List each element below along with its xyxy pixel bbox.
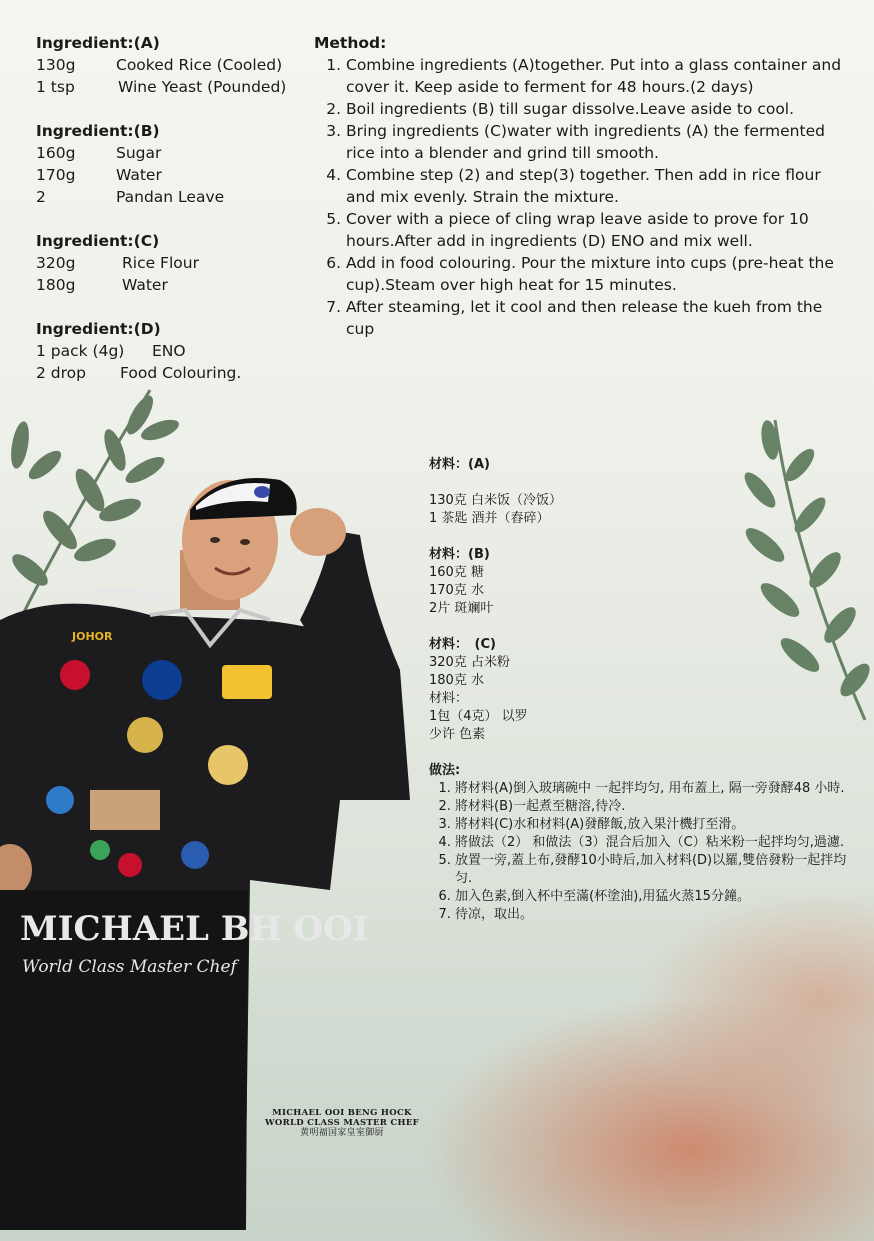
ingredient-qty: 160g — [36, 144, 76, 162]
ingredient-name: Food Colouring. — [120, 364, 242, 382]
cn-method-step: 7. 待凉，取出。 — [455, 906, 849, 924]
method-step: 6. Add in food colouring. Pour the mixture into cups (pre-heat the cup).Steam over high heat for 15 minutes. — [346, 252, 844, 296]
ingredient-block-a — [36, 32, 306, 98]
ingredient-qty: 1 tsp — [36, 78, 75, 96]
cn-ingredient-b-title: 材料：(B) — [429, 547, 490, 562]
ingredient-qty: 180g — [36, 276, 76, 294]
ingredient-qty: 2 — [36, 188, 46, 206]
cn-ingredient-line: 160克 糖 — [429, 565, 484, 580]
signature-title: WORLD CLASS MASTER CHEF — [265, 1118, 419, 1128]
ingredient-row — [36, 252, 306, 274]
ingredient-name: Rice Flour — [122, 254, 199, 272]
ingredient-row — [36, 76, 306, 98]
cn-ingredient-line: 180克 水 — [429, 673, 484, 688]
ingredient-row — [36, 340, 306, 362]
method-step: 5. Cover with a piece of cling wrap leave aside to prove for 10 hours.After add in ingredients (D) ENO and mix well. — [346, 208, 844, 252]
apron-name-text: MICHAEL BH OOI — [20, 909, 369, 949]
cn-ingredient-line: 170克 水 — [429, 583, 484, 598]
ingredient-qty: 1 pack (4g) — [36, 342, 125, 360]
ingredient-name: Water — [116, 166, 162, 184]
ingredients-english — [36, 32, 306, 406]
cn-ingredient-a-title: 材料：(A) — [429, 457, 490, 472]
cn-ingredient-c-title: 材料： (C) — [429, 637, 496, 652]
method-step: 4. Combine step (2) and step(3) together. Then add in rice flour and mix evenly. Strain the mixture. — [346, 164, 844, 208]
method-english — [314, 32, 844, 340]
ingredient-row — [36, 54, 306, 76]
ingredient-block-d — [36, 318, 306, 384]
signature-chinese: 黄明福国家皇室御厨 — [300, 1128, 384, 1138]
ingredient-c-title: Ingredient:(C) — [36, 232, 160, 250]
cn-method-step: 3. 將材料(C)水和材料(A)發酵飯,放入果汁機打至滑。 — [455, 816, 849, 834]
ingredient-qty: 2 drop — [36, 364, 86, 382]
ingredient-name: Water — [122, 276, 168, 294]
signature-name: MICHAEL OOI BENG HOCK — [272, 1108, 412, 1118]
ingredient-d-title: Ingredient:(D) — [36, 320, 161, 338]
ingredient-name: Cooked Rice (Cooled) — [116, 56, 283, 74]
hat-patch-text: JOHOR — [72, 630, 113, 643]
ingredient-qty: 130g — [36, 56, 76, 74]
recipe-chinese — [429, 456, 849, 924]
ingredient-row — [36, 142, 306, 164]
cn-ingredient-line: 少许 色素 — [429, 727, 486, 742]
cn-method-step: 4. 將做法（2） 和做法（3）混合后加入（C）粘米粉一起拌均匀,過濾. — [455, 834, 849, 852]
cn-ingredient-line: 1包（4克） 以罗 — [429, 709, 528, 724]
chef-signature — [262, 1108, 422, 1138]
method-step: 7. After steaming, let it cool and then release the kueh from the cup — [346, 296, 844, 340]
ingredient-row — [36, 164, 306, 186]
method-title: Method: — [314, 34, 387, 52]
cn-method-step: 6. 加入色素,倒入杯中至滿(杯塗油),用猛火蒸15分鐘。 — [455, 888, 849, 906]
cn-ingredient-d-title: 材料： — [429, 691, 469, 706]
cn-method-step: 5. 放置一旁,蓋上布,發酵10小時后,加入材料(D)以羅,雙倍發粉一起拌均匀. — [455, 852, 849, 888]
cn-ingredient-line: 2片 斑斓叶 — [429, 601, 494, 616]
ingredient-row — [36, 274, 306, 296]
ingredient-name: ENO — [152, 342, 186, 360]
ingredient-name: Pandan Leave — [116, 188, 225, 206]
cn-ingredient-line: 320克 占米粉 — [429, 655, 510, 670]
ingredient-qty: 170g — [36, 166, 76, 184]
ingredient-name: Sugar — [116, 144, 162, 162]
method-steps-list — [314, 54, 844, 340]
ingredient-block-b — [36, 120, 306, 208]
apron-subtitle-text: World Class Master Chef — [22, 957, 237, 977]
ingredient-row — [36, 362, 306, 384]
cn-ingredient-line: 1 茶匙 酒并（舂碎） — [429, 511, 550, 526]
method-step: 3. Bring ingredients (C)water with ingredients (A) the fermented rice into a blender and grind till smooth. — [346, 120, 844, 164]
ingredient-a-title: Ingredient:(A) — [36, 34, 160, 52]
cn-method-step: 2. 將材料(B)一起煮至糖溶,待冷. — [455, 798, 849, 816]
ingredient-name: Wine Yeast (Pounded) — [118, 78, 287, 96]
method-step: 2. Boil ingredients (B) till sugar dissolve.Leave aside to cool. — [346, 98, 844, 120]
cn-method-title: 做法: — [429, 763, 461, 778]
ingredient-row — [36, 186, 306, 208]
cn-method-steps-list — [429, 780, 849, 924]
method-step: 1. Combine ingredients (A)together. Put into a glass container and cover it. Keep aside to ferment for 48 hours.(2 days) — [346, 54, 844, 98]
ingredient-b-title: Ingredient:(B) — [36, 122, 160, 140]
cn-ingredient-line: 130克 白米饭（冷饭） — [429, 493, 562, 508]
ingredient-block-c — [36, 230, 306, 296]
ingredient-qty: 320g — [36, 254, 76, 272]
cn-method-step: 1. 將材料(A)倒入玻璃碗中 一起拌均匀, 用布蓋上, 隔一旁發酵48 小時. — [455, 780, 849, 798]
